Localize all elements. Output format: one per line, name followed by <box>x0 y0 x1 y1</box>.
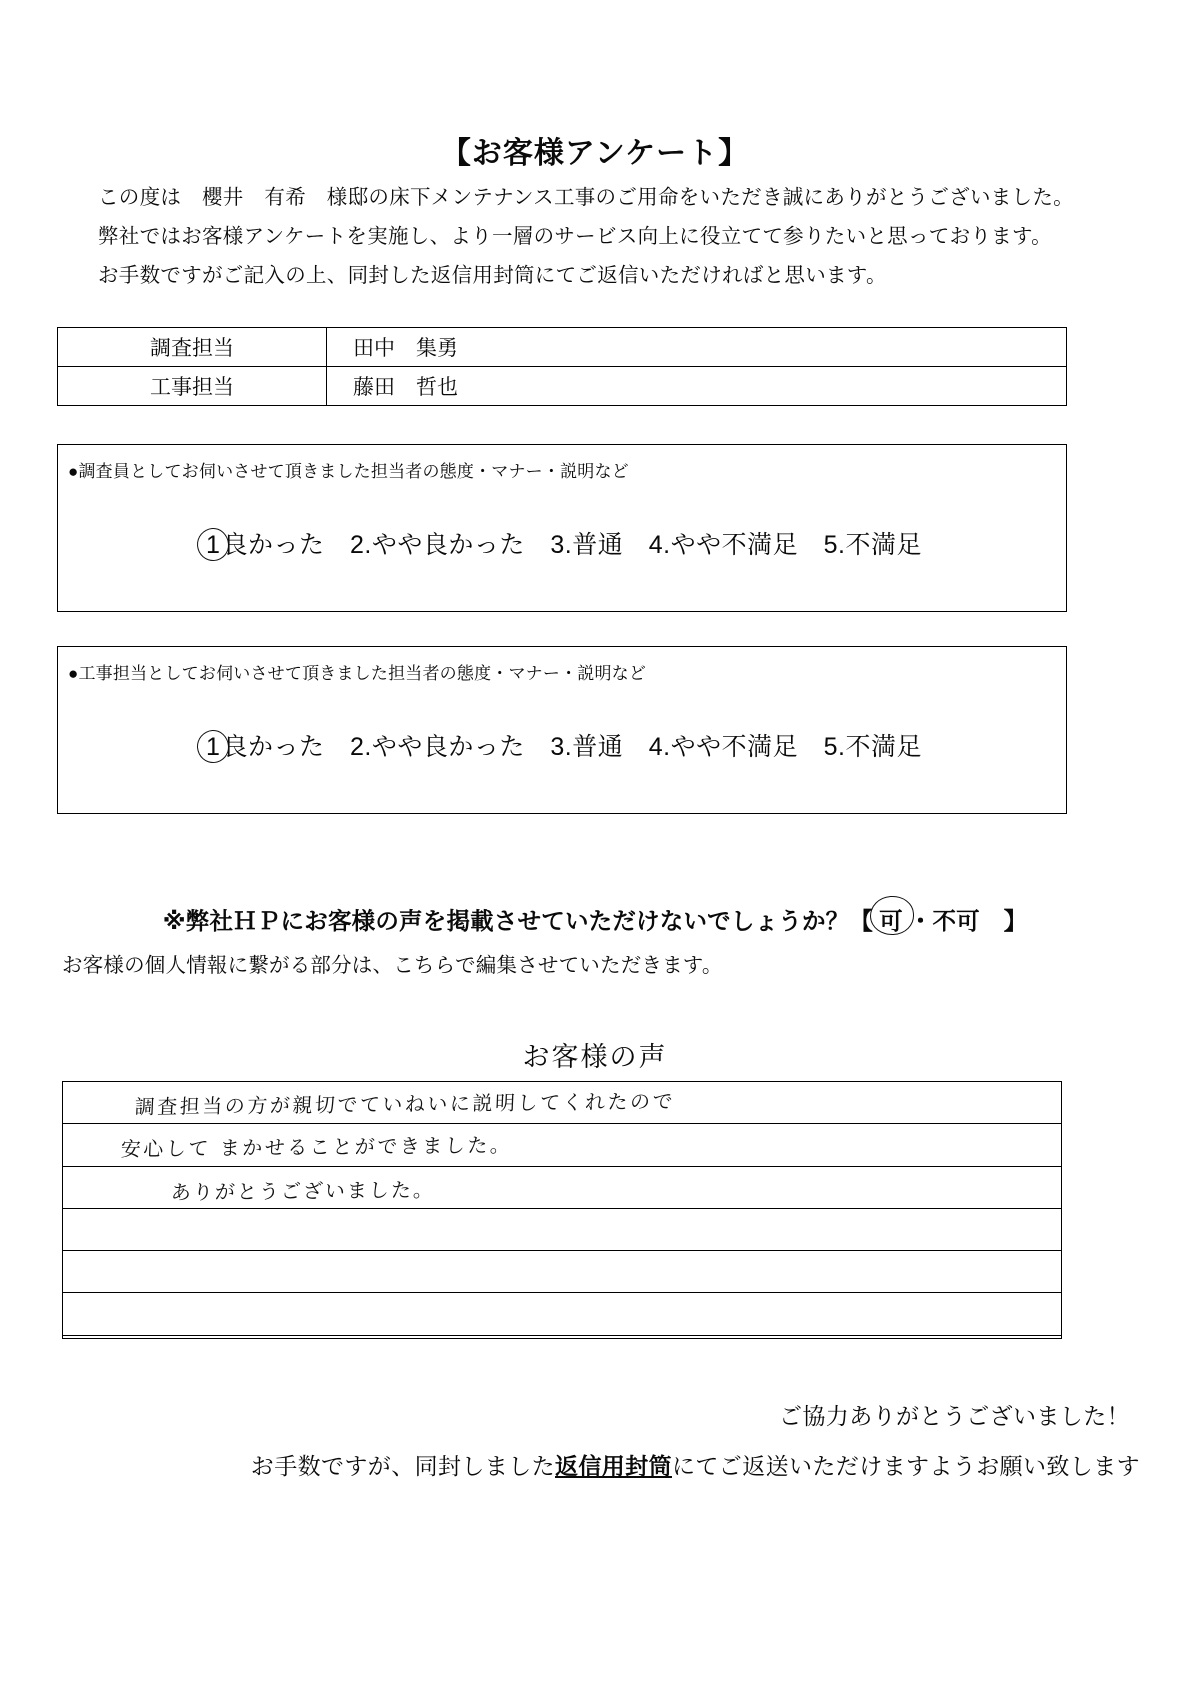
voice-line-3[interactable] <box>63 1167 1061 1209</box>
question-box-construction <box>57 646 1067 814</box>
rating-option-1-surveyor[interactable] <box>204 531 222 560</box>
voice-line-2[interactable] <box>63 1124 1061 1166</box>
footer-request-after: にてご返送いただけますようお願い致します <box>672 1453 1140 1479</box>
hp-permission-option-no[interactable]: 不可 <box>932 908 980 934</box>
intro-line-2: 弊社ではお客様アンケートを実施し、より一層のサービス向上に役立てて参りたいと思っております。 <box>98 225 1052 248</box>
hp-permission-note: お客様の個人情報に繋がる部分は、こちらで編集させていただきます。 <box>62 954 723 977</box>
hp-permission-text: ※弊社ＨＰにお客様の声を掲載させていただけないでしょうか？【 <box>162 908 874 934</box>
hp-permission-question <box>0 902 1190 936</box>
intro-paragraph <box>98 178 1098 295</box>
voice-section-title: お客様の声 <box>522 1042 668 1072</box>
staff-name-value-1: 田中 集勇 <box>327 328 1067 367</box>
voice-comment-box[interactable] <box>62 1081 1062 1339</box>
rating-option-1-construction[interactable] <box>204 733 222 762</box>
table-row <box>58 328 1067 367</box>
hp-permission-yes-label: 可 <box>879 908 903 934</box>
footer-request <box>0 1448 1140 1481</box>
rating-option-2-construction[interactable]: 2.やや良かった <box>349 733 525 761</box>
footer-request-before: お手数ですが、同封しました <box>250 1453 555 1479</box>
voice-line-7[interactable] <box>63 1336 1061 1378</box>
rating-option-1-number: 1 <box>206 733 221 761</box>
staff-role-label-2: 工事担当 <box>58 367 327 406</box>
rating-option-4-surveyor[interactable]: 4.やや不満足 <box>648 531 799 559</box>
rating-option-2-surveyor[interactable]: 2.やや良かった <box>349 531 525 559</box>
voice-line-5[interactable] <box>63 1251 1061 1293</box>
rating-scale-construction <box>58 727 1068 763</box>
staff-name-value-2: 藤田 哲也 <box>327 367 1067 406</box>
hp-permission-bracket-close: 】 <box>1003 908 1028 934</box>
rating-option-1-label[interactable]: 良かった <box>222 733 325 761</box>
rating-option-3-surveyor[interactable]: 3.普通 <box>550 531 624 559</box>
voice-line-1-text: 調査担当の方が親切でていねいに説明してくれたので <box>134 1089 676 1119</box>
voice-line-1[interactable] <box>63 1082 1061 1124</box>
intro-line-1: この度は 櫻井 有希 様邸の床下メンテナンス工事のご用命をいただき誠にありがとうございました。 <box>98 186 1074 209</box>
rating-option-5-surveyor[interactable]: 5.不満足 <box>823 531 922 559</box>
rating-scale-surveyor <box>58 525 1068 561</box>
footer-request-underlined: 返信用封筒 <box>555 1453 672 1479</box>
voice-line-6[interactable] <box>63 1293 1061 1335</box>
rating-option-5-construction[interactable]: 5.不満足 <box>823 733 922 761</box>
hp-permission-separator: ・ <box>908 908 933 934</box>
page-title: 【お客様アンケート】 <box>440 137 750 170</box>
table-row <box>58 367 1067 406</box>
rating-option-1-number: 1 <box>206 531 221 559</box>
question-box-surveyor <box>57 444 1067 612</box>
intro-line-3: お手数ですがご記入の上、同封した返信用封筒にてご返信いただければと思います。 <box>98 264 887 287</box>
voice-line-3-text: ありがとうございました。 <box>170 1177 436 1204</box>
staff-role-label-1: 調査担当 <box>58 328 327 367</box>
question-heading-construction: ●工事担当としてお伺いさせて頂きました担当者の態度・マナー・説明など <box>68 664 647 683</box>
rating-option-4-construction[interactable]: 4.やや不満足 <box>648 733 799 761</box>
voice-line-2-text: 安心して まかせることができました。 <box>120 1133 513 1162</box>
footer-thanks: ご協力ありがとうございました！ <box>779 1403 1130 1429</box>
rating-option-1-label[interactable]: 良かった <box>222 531 325 559</box>
voice-line-4[interactable] <box>63 1209 1061 1251</box>
hp-permission-option-yes[interactable] <box>873 902 909 936</box>
staff-table <box>57 327 1067 406</box>
rating-option-3-construction[interactable]: 3.普通 <box>550 733 624 761</box>
question-heading-surveyor: ●調査員としてお伺いさせて頂きました担当者の態度・マナー・説明など <box>68 462 629 481</box>
